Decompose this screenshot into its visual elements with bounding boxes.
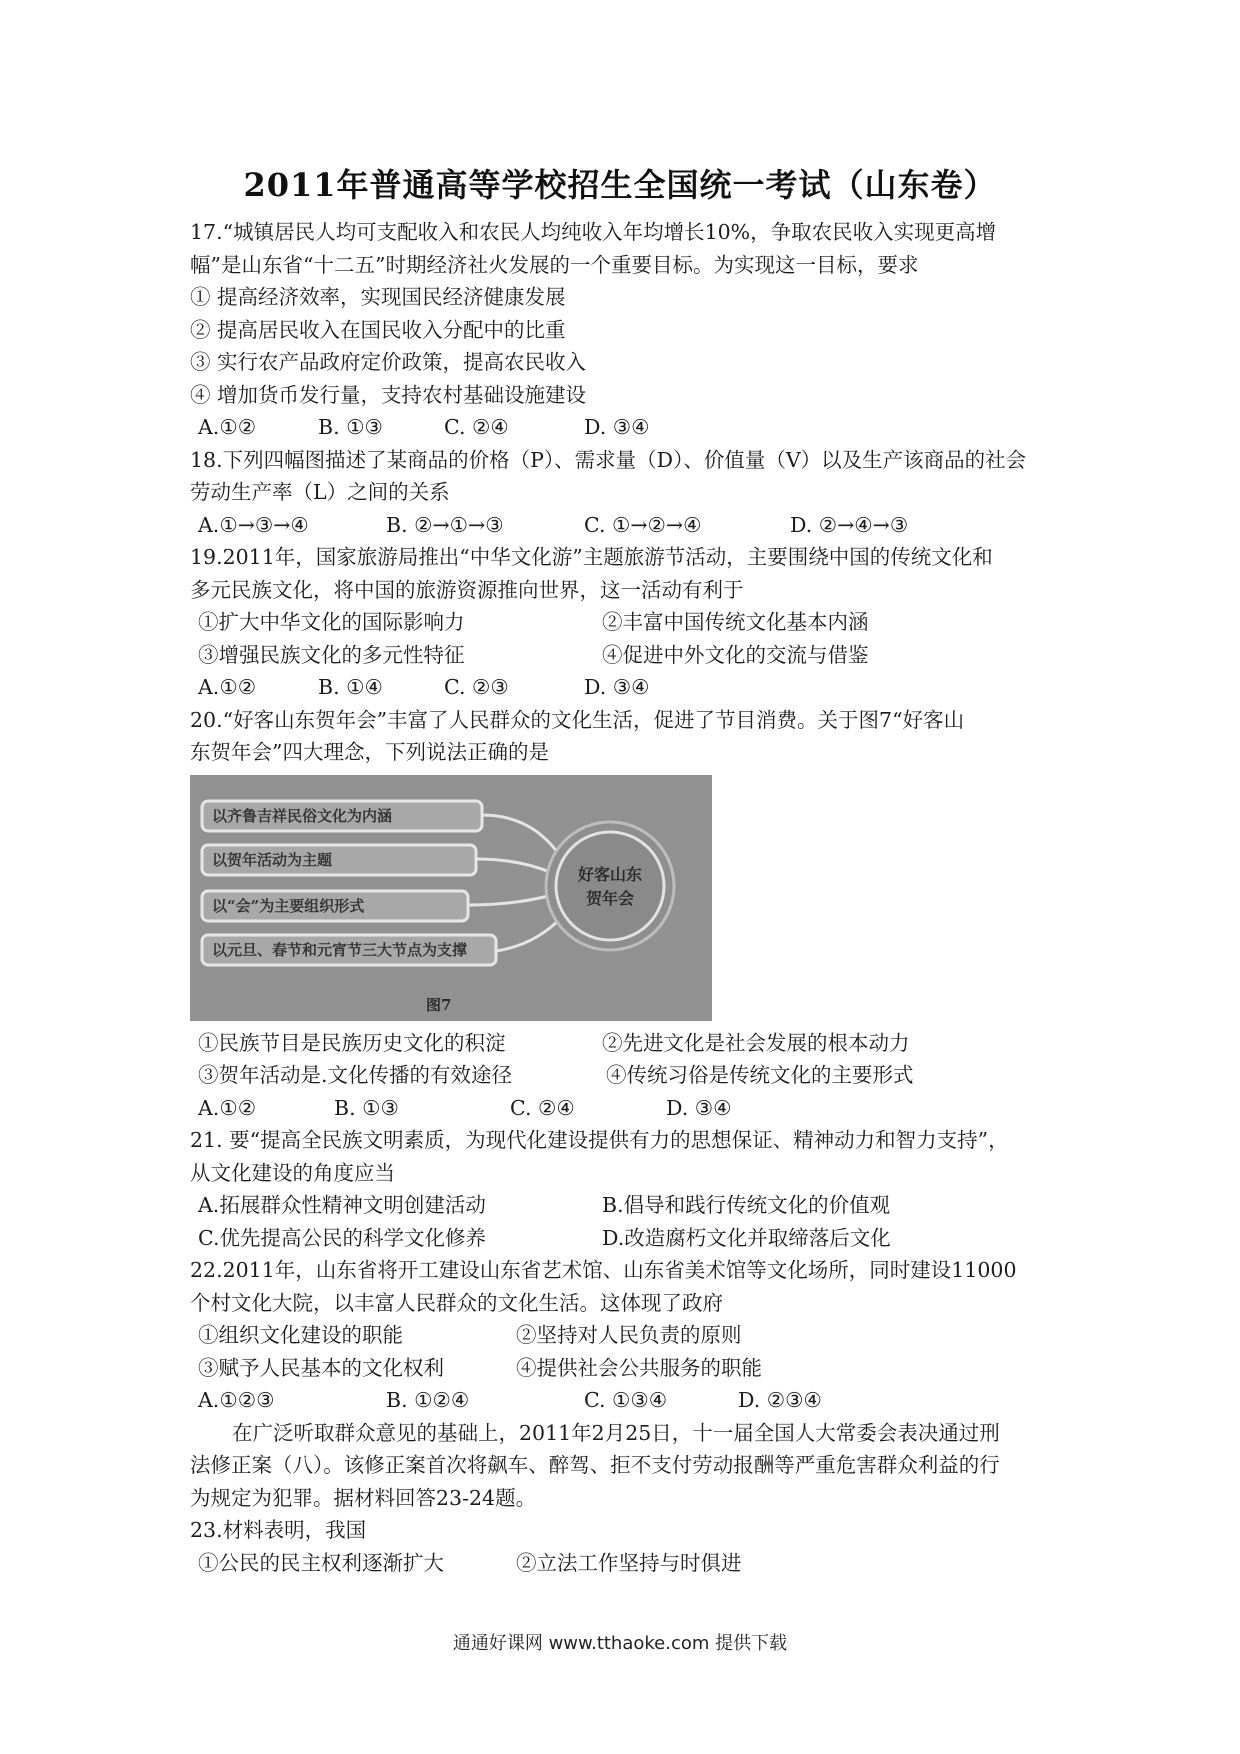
q20-item-2: ②先进文化是社会发展的根本动力 [602,1030,910,1055]
q19-choices [190,671,1070,704]
q17-choice-d: D. ③④ [584,415,650,439]
q21-options-row2 [190,1222,1070,1255]
material-line3: 为规定为犯罪。据材料回答23-24题。 [190,1485,537,1510]
q20-choice-c: C. ②④ [510,1095,575,1120]
q18-stem-line1: 18.下列四幅图描述了某商品的价格（P）、需求量（D）、价值量（V）以及生产该商品的社会 [190,447,1027,472]
material-line2: 法修正案（八）。该修正案首次将飙车、醉驾、拒不支付劳动报酬等严重危害群众利益的行 [190,1453,1000,1477]
q18-choice-d: D. ②→④→③ [790,512,909,537]
figure-caption: 图7 [426,995,452,1014]
q19-choice-b: B. ①④ [318,675,383,699]
q18-choice-c: C. ①→②→④ [584,512,702,537]
q20-item-1: ①民族节目是民族历史文化的积淀 [198,1030,506,1055]
q20-choices [190,1092,1070,1125]
q22-item-4: ④提供社会公共服务的职能 [516,1355,762,1380]
q17-stem-line2: 幅”是山东省“十二五”时期经济社火发展的一个重要目标。为实现这一目标，要求 [190,252,919,277]
page-title: 2011年普通高等学校招生全国统一考试（山东卷） [243,166,997,204]
q19-choice-a: A.①② [198,675,257,699]
q22-item-2: ②坚持对人民负责的原则 [516,1323,742,1347]
q22-item-1: ①组织文化建设的职能 [198,1323,403,1347]
q21-option-b: B.倡导和践行传统文化的价值观 [602,1193,891,1217]
q19-item-4: ④促进中外文化的交流与借鉴 [602,642,869,667]
q23-item-2: ②立法工作坚持与时俱进 [516,1550,742,1575]
q19-items-row2 [190,639,1070,672]
q20-stem-line1: 20.“好客山东贺年会”丰富了人民群众的文化生活，促进了节目消费。关于图7“好客山 [190,707,965,732]
q21-stem-line1: 21. 要“提高全民族文明素质，为现代化建设提供有力的思想保证、精神动力和智力支持”， [190,1128,1009,1152]
q17-stem-line1: 17.“城镇居民人均可支配收入和农民人均纯收入年均增长10%，争取农民收入实现更高增 [190,220,997,244]
footer-source: 通通好课网 www.tthaoke.com 提供下载 [452,1633,788,1654]
q18-choices [190,509,1070,542]
q19-choice-c: C. ②③ [444,675,509,699]
q21-options-row1 [190,1189,1070,1222]
figure-box-3-label: 以“会”为主要组织形式 [212,896,365,915]
q17-item-3: ③ 实行农产品政府定价政策，提高农民收入 [190,350,587,374]
q21-option-a: A.拓展群众性精神文明创建活动 [198,1193,486,1217]
q22-choice-b: B. ①②④ [386,1388,470,1412]
q17-choice-c: C. ②④ [444,415,509,439]
q20-choice-d: D. ③④ [666,1095,732,1120]
figure-circle-line2: 贺年会 [585,888,634,908]
material-line1: 在广泛听取群众意见的基础上，2011年2月25日，十一届全国人大常委会表决通过刑 [232,1420,1000,1445]
q20-choice-a: A.①② [198,1095,257,1120]
figure-7 [190,775,712,1021]
q20-item-4: ④传统习俗是传统文化的主要形式 [606,1063,914,1087]
q18-choice-a: A.①→③→④ [198,512,309,537]
q21-option-d: D.改造腐朽文化并取缔落后文化 [602,1225,891,1250]
q19-item-3: ③增强民族文化的多元性特征 [198,642,465,667]
exam-content [190,216,1070,1579]
figure-circle-line1: 好客山东 [577,864,642,884]
q19-items-row1 [190,606,1070,639]
q19-item-2: ②丰富中国传统文化基本内涵 [602,610,869,634]
q17-item-4: ④ 增加货币发行量，支持农村基础设施建设 [190,382,587,407]
q22-items-row2 [190,1352,1070,1385]
q19-stem-line2: 多元民族文化，将中国的旅游资源推向世界，这一活动有利于 [190,577,744,602]
q17-choices [190,411,1070,444]
q21-option-c: C.优先提高公民的科学文化修养 [198,1225,486,1250]
q20-item-3: ③贺年活动是.文化传播的有效途径 [198,1063,513,1087]
figure-box-2-label: 以贺年活动为主题 [212,850,333,869]
q20-items-row2 [190,1059,1070,1092]
q23-items-row1 [190,1547,1070,1580]
q22-item-3: ③赋予人民基本的文化权利 [198,1355,444,1380]
q22-stem-line2: 个村文化大院，以丰富人民群众的文化生活。这体现了政府 [190,1290,723,1315]
q23-item-1: ①公民的民主权利逐渐扩大 [198,1550,444,1575]
q21-stem-line2: 从文化建设的角度应当 [190,1160,395,1185]
q17-item-1: ① 提高经济效率，实现国民经济健康发展 [190,285,566,309]
figure-box-4-label: 以元旦、春节和元宵节三大节点为支撑 [212,940,468,959]
q20-choice-b: B. ①③ [334,1095,399,1120]
q22-choices [190,1384,1070,1417]
q23-stem: 23.材料表明，我国 [190,1518,367,1542]
q17-choice-b: B. ①③ [318,415,383,439]
q22-choice-c: C. ①③④ [584,1388,668,1412]
q20-items-row1 [190,1027,1070,1060]
q22-items-row1 [190,1319,1070,1352]
q20-stem-line2: 东贺年会”四大理念，下列说法正确的是 [190,740,549,764]
figure-box-1-label: 以齐鲁吉祥民俗文化为内涵 [212,806,393,825]
figure-circle-label [556,863,664,911]
q17-item-2: ② 提高居民收入在国民收入分配中的比重 [190,317,566,342]
q18-stem-line2: 劳动生产率（L）之间的关系 [190,480,450,504]
q22-stem-line1: 22.2011年，山东省将开工建设山东省艺术馆、山东省美术馆等文化场所，同时建设11000 [190,1258,1017,1282]
q17-choice-a: A.①② [198,415,257,439]
q19-stem-line1: 19.2011年，国家旅游局推出“中华文化游”主题旅游节活动，主要围绕中国的传统文化和 [190,545,993,569]
q22-choice-a: A.①②③ [198,1388,275,1412]
q22-choice-d: D. ②③④ [738,1388,822,1412]
q19-choice-d: D. ③④ [584,675,650,699]
q18-choice-b: B. ②→①→③ [386,512,504,537]
q19-item-1: ①扩大中华文化的国际影响力 [198,610,465,634]
